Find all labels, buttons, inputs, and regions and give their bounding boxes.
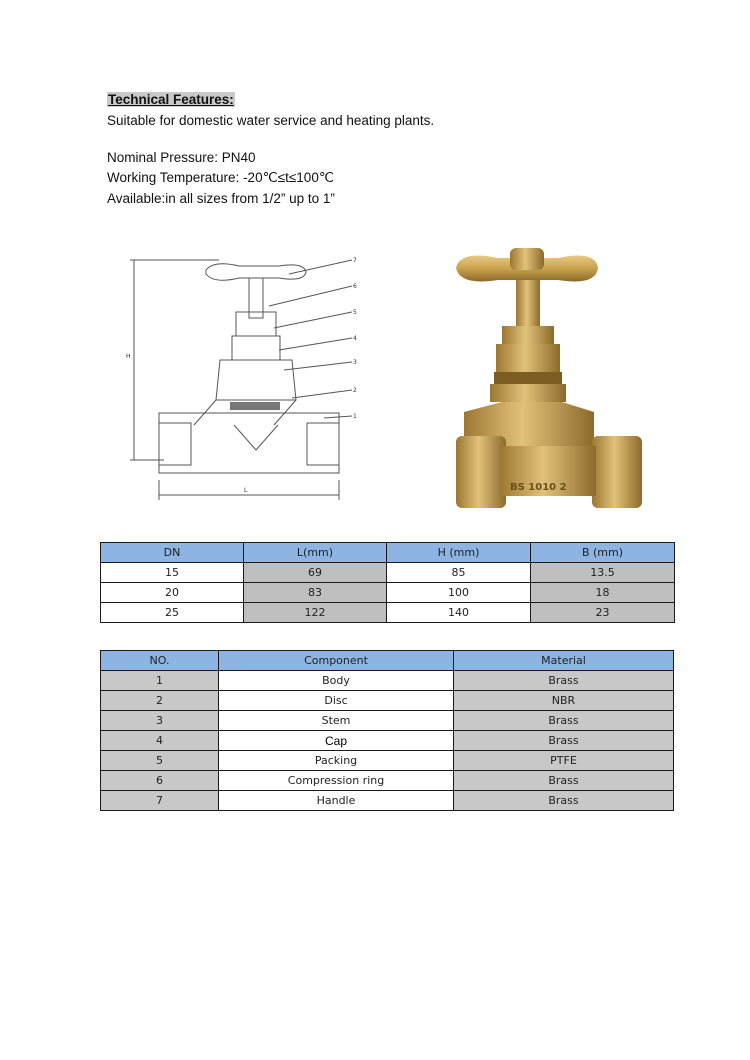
- table-row: [101, 731, 674, 751]
- table-cell: 3: [101, 711, 219, 731]
- table-cell: 85: [387, 563, 531, 583]
- table-header-row: [101, 543, 675, 563]
- table-cell: Brass: [454, 771, 674, 791]
- temperature-text: Working Temperature: -20℃≤t≤100℃: [107, 170, 334, 185]
- intro-text: Suitable for domestic water service and heating plants.: [107, 113, 435, 128]
- table-cell: 13.5: [531, 563, 675, 583]
- table-cell: Compression ring: [219, 771, 454, 791]
- table-cell: 122: [244, 603, 387, 623]
- callout-5: 5: [353, 309, 357, 316]
- table-cell: Brass: [454, 791, 674, 811]
- table-cell: 7: [101, 791, 219, 811]
- table-row: [101, 563, 675, 583]
- table-cell: 4: [101, 731, 219, 751]
- body-marking: BS 1010 2: [510, 482, 567, 493]
- table-cell: Body: [219, 671, 454, 691]
- table-cell: 140: [387, 603, 531, 623]
- table-cell: 6: [101, 771, 219, 791]
- sizes-text: Available:in all sizes from 1/2” up to 1”: [107, 191, 335, 206]
- table-cell: Handle: [219, 791, 454, 811]
- table-cell: 15: [101, 563, 244, 583]
- table-cell: 2: [101, 691, 219, 711]
- dimensions-table: [100, 542, 675, 623]
- pressure-text: Nominal Pressure: PN40: [107, 150, 256, 165]
- table-cell: 1: [101, 671, 219, 691]
- table-cell: Cap: [219, 731, 454, 751]
- table-header-row: [101, 651, 674, 671]
- section-heading: Technical Features:: [108, 92, 234, 107]
- length-label: L: [244, 487, 248, 494]
- table-row: [101, 751, 674, 771]
- column-header: B (mm): [531, 543, 675, 563]
- table-row: [101, 671, 674, 691]
- table-cell: 83: [244, 583, 387, 603]
- callout-1: 1: [353, 413, 357, 420]
- table-row: [101, 791, 674, 811]
- column-header: DN: [101, 543, 244, 563]
- table-cell: PTFE: [454, 751, 674, 771]
- valve-technical-drawing: [124, 250, 376, 512]
- table-cell: 20: [101, 583, 244, 603]
- table-cell: Brass: [454, 731, 674, 751]
- callout-2: 2: [353, 387, 357, 394]
- table-row: [101, 771, 674, 791]
- table-cell: 18: [531, 583, 675, 603]
- column-header: L(mm): [244, 543, 387, 563]
- table-cell: Packing: [219, 751, 454, 771]
- callout-4: 4: [353, 335, 357, 342]
- column-header: Material: [454, 651, 674, 671]
- table-row: [101, 603, 675, 623]
- height-label: H: [126, 353, 131, 360]
- table-row: [101, 583, 675, 603]
- table-row: [101, 691, 674, 711]
- callout-7: 7: [353, 257, 357, 264]
- table-cell: 5: [101, 751, 219, 771]
- table-cell: 69: [244, 563, 387, 583]
- table-row: [101, 711, 674, 731]
- table-cell: Stem: [219, 711, 454, 731]
- table-cell: 100: [387, 583, 531, 603]
- table-cell: Brass: [454, 711, 674, 731]
- valve-product-photo: [398, 236, 658, 526]
- column-header: NO.: [101, 651, 219, 671]
- callout-3: 3: [353, 359, 357, 366]
- table-cell: Disc: [219, 691, 454, 711]
- table-cell: Brass: [454, 671, 674, 691]
- column-header: H (mm): [387, 543, 531, 563]
- table-cell: 25: [101, 603, 244, 623]
- callout-6: 6: [353, 283, 357, 290]
- table-cell: 23: [531, 603, 675, 623]
- table-cell: NBR: [454, 691, 674, 711]
- components-table: [100, 650, 674, 811]
- column-header: Component: [219, 651, 454, 671]
